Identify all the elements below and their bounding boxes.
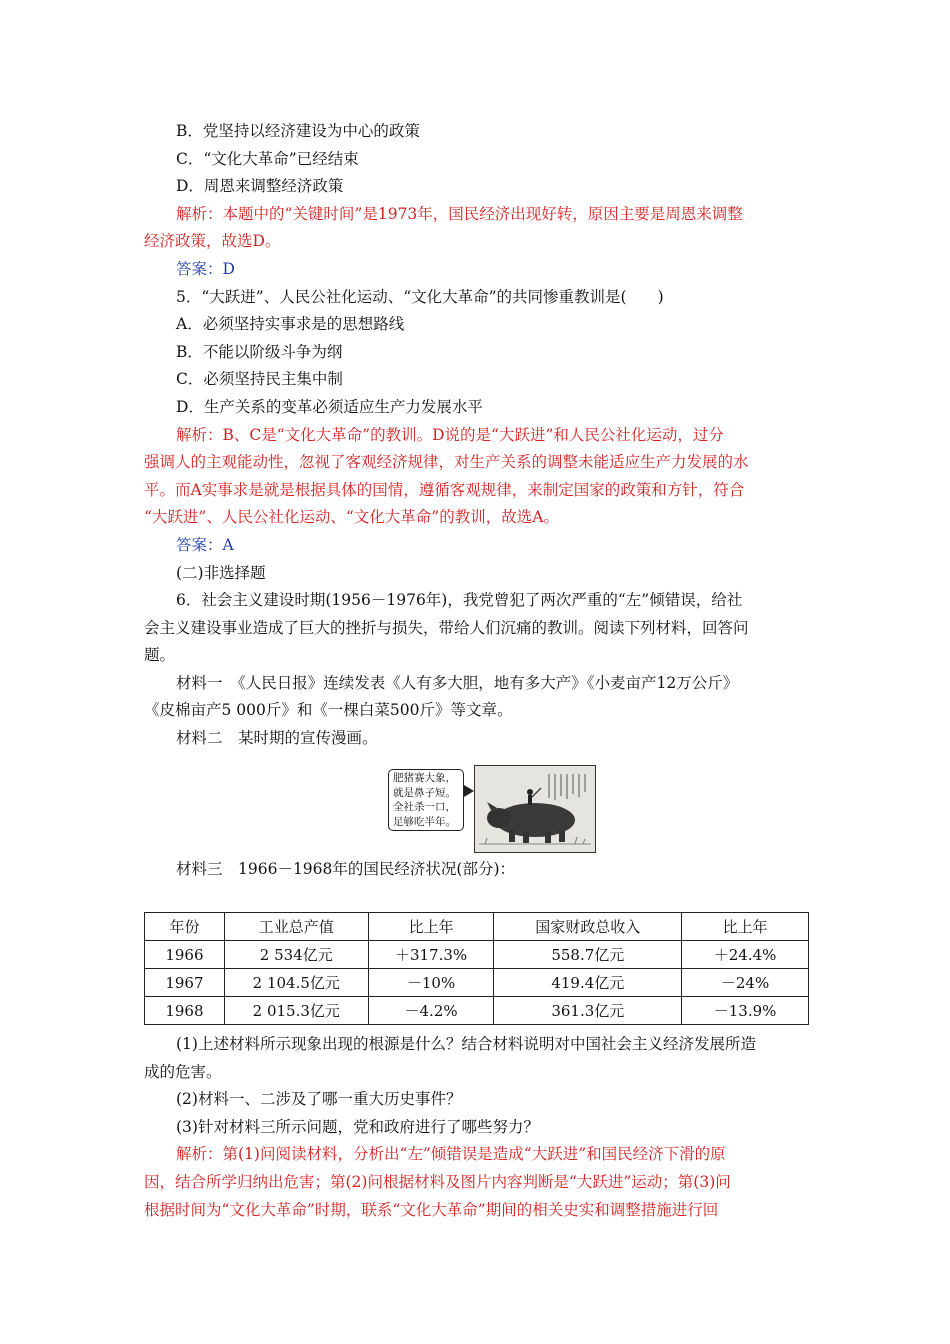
table-header-change2: 比上年 [682,913,809,941]
table-cell: 1968 [145,997,225,1025]
table-cell: ＋24.4% [682,941,809,969]
q4-option-b: B．党坚持以经济建设为中心的政策 [176,122,420,140]
section-heading: (二)非选择题 [176,563,266,582]
table-cell: －24% [682,969,809,997]
q5-answer: 答案：A [176,535,234,554]
q6-material2: 材料二 某时期的宣传漫画。 [176,729,378,748]
q5-stem: 5．“大跃进”、人民公社化运动、“文化大革命”的共同惨重教训是( ) [176,287,664,306]
speech-bubble [388,769,464,831]
q6-question3: (3)针对材料三所示问题，党和政府进行了哪些努力？ [176,1117,539,1136]
q6-question1-line2: 成的危害。 [144,1062,222,1081]
q5-option-d: D．生产关系的变革必须适应生产力发展水平 [176,397,483,416]
giant-pig-illustration [474,765,596,853]
cartoon-line1: 肥猪赛大象， [393,772,456,784]
table-cell: 2 104.5亿元 [224,969,368,997]
q5-option-c: C．必须坚持民主集中制 [176,370,343,389]
q5-analysis-line4: “大跃进”、人民公社化运动、“文化大革命”的教训，故选A。 [144,508,559,527]
q4-option-d: D．周恩来调整经济政策 [176,177,344,196]
table-row [145,941,809,969]
q6-analysis-line3: 根据时间为“文化大革命”时期，联系“文化大革命”期间的相关史实和调整措施进行回 [144,1200,719,1219]
table-cell: 1966 [145,941,225,969]
table-cell: －13.9% [682,997,809,1025]
q4-analysis-line1: 解析：本题中的“关键时间”是1973年，国民经济出现好转，原因主要是周恩来调整 [176,204,743,223]
q6-material1-line1: 材料一 《人民日报》连续发表《人有多大胆，地有多大产》《小麦亩产12万公斤》 [176,673,739,692]
table-cell: 1967 [145,969,225,997]
q4-answer: 答案：D [176,259,235,278]
economy-table [144,912,809,1025]
table-cell: 558.7亿元 [494,941,682,969]
cartoon-line4: 足够吃半年。 [393,815,456,828]
q6-question2: (2)材料一、二涉及了哪一重大历史事件？ [176,1090,462,1109]
cartoon-line2: 就是鼻子短。 [393,786,456,799]
q5-analysis-line2: 强调人的主观能动性，忽视了客观经济规律，对生产关系的调整未能适应生产力发展的水 [144,453,749,472]
q6-analysis-line2: 因，结合所学归纳出危害；第(2)问根据材料及图片内容判断是“大跃进”运动；第(3)问 [144,1172,731,1191]
table-header-year: 年份 [145,913,225,941]
table-row [145,997,809,1025]
q4-analysis-line2: 经济政策，故选D。 [144,232,281,251]
q6-material3: 材料三 1966－1968年的国民经济状况(部分)： [176,860,515,878]
q5-analysis-line1: 解析：B、C是“文化大革命”的教训。D说的是“大跃进”和人民公社化运动，过分 [176,425,724,444]
q6-stem-line3: 题。 [144,646,176,665]
table-cell: 2 534亿元 [224,941,368,969]
table-cell: －4.2% [368,997,494,1025]
q5-option-a: A．必须坚持实事求是的思想路线 [176,315,405,334]
table-row [145,969,809,997]
q4-option-c: C．“文化大革命”已经结束 [176,149,359,168]
table-cell: 419.4亿元 [494,969,682,997]
q5-option-b: B．不能以阶级斗争为纲 [176,342,343,361]
document-page [144,118,809,753]
propaganda-cartoon [388,765,596,853]
q5-analysis-line3: 平。而A实事求是就是根据具体的国情，遵循客观规律，来制定国家的政策和方针，符合 [144,480,745,499]
questions-block [144,1031,809,1224]
table-cell: 361.3亿元 [494,997,682,1025]
table-cell: 2 015.3亿元 [224,997,368,1025]
table-header-change1: 比上年 [368,913,494,941]
q6-material1-line2: 《皮棉亩产5 000斤》和《一棵白菜500斤》等文章。 [144,701,513,720]
speech-bubble-tail [464,785,474,797]
q6-stem-line1: 6．社会主义建设时期(1956－1976年)，我党曾犯了两次严重的“左”倾错误，给社 [176,591,743,610]
q6-question1-line1: (1)上述材料所示现象出现的根源是什么？结合材料说明对中国社会主义经济发展所造 [176,1035,756,1053]
table-header-industrial-output: 工业总产值 [224,913,368,941]
cartoon-line3: 全社杀一口， [393,801,456,813]
table-header-revenue: 国家财政总收入 [494,913,682,941]
table-cell: ＋317.3% [368,941,494,969]
q6-stem-line2: 会主义建设事业造成了巨大的挫折与损失，带给人们沉痛的教训。阅读下列材料，回答问 [144,618,749,637]
table-header-row [145,913,809,941]
q6-analysis-line1: 解析：第(1)问阅读材料，分析出“左”倾错误是造成“大跃进”和国民经济下滑的原 [176,1145,726,1164]
table-cell: －10% [368,969,494,997]
